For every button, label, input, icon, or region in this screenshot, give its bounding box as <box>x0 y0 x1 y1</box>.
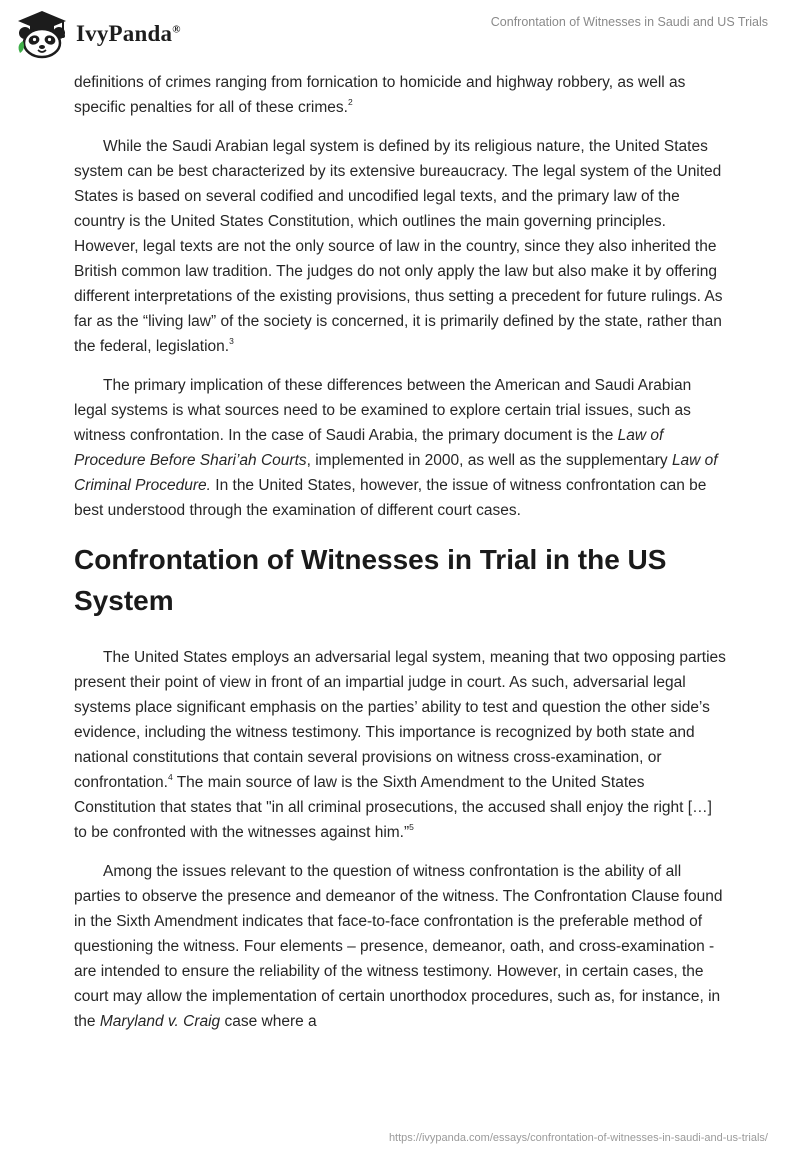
brand-name: IvyPanda® <box>76 21 181 46</box>
law-title: Law of Procedure Before Shari’ah Courts <box>74 427 664 469</box>
paragraph: The United States employs an adversarial legal system, meaning that two opposing parties present their point of view in front of an impartial judge in court. As such, adversarial legal systems place significant emphasis on the parties’ ability to test and question the other side’s evidence, including the witness testimony. This importance is recognized by both state and national constitutions that contain several provisions on witness cross-examination, or confrontation.$^4$ The main source of law is the Sixth Amendment to the United States Constitution that states that "in all criminal prosecutions, the accused shall enjoy the right […] to be confronted with the witnesses against him.”$^5$ <box>74 649 726 841</box>
footnote-ref[interactable]: 3 <box>229 336 234 346</box>
paragraph: definitions of crimes ranging from fornication to homicide and highway robbery, as well as specific penalties for all of these crimes.$^2$ <box>74 74 686 116</box>
section-heading: Confrontation of Witnesses in Trial in the US System <box>74 544 667 616</box>
law-title: Law of Criminal Procedure. <box>74 452 718 494</box>
document-title: Confrontation of Witnesses in Saudi and US Trials <box>490 15 768 29</box>
footnote-ref[interactable]: 4 <box>167 772 173 782</box>
paragraph: The primary implication of these differences between the American and Saudi Arabian legal systems is what sources need to be examined to explore certain trial issues, such as witness confrontation. In the case of Saudi Arabia, the primary document is the Law of Procedure Before Shari’ah Courts, implemented in 2000, as well as the supplementary Law of Criminal Procedure. In the United States, however, the issue of witness confrontation can be best understood through the examination of different court cases. <box>74 377 718 519</box>
footnote-ref[interactable]: 2 <box>347 97 353 107</box>
paragraph: While the Saudi Arabian legal system is defined by its religious nature, the United States system can be best characterized by its extensive bureaucracy. The legal system of the United States is based on several codified and uncodified legal texts, and the primary law of the country is the United States Constitution, which outlines the main governing principles. However, legal texts are not the only source of law in the country, since they also inherited the British common law tradition. The judges do not only apply the law but also make it by offering different interpretations of the existing provisions, thus setting a precedent for future rulings. As far as the “living law” of the society is concerned, it is primarily defined by the state, rather than the federal, legislation.$^3$ <box>74 138 723 355</box>
page-header <box>0 0 800 70</box>
paragraph: Among the issues relevant to the question of witness confrontation is the ability of all parties to observe the presence and demeanor of the witness. The Confrontation Clause found in the Sixth Amendment indicates that face-to-face confrontation is the preferable method of questioning the witness. Four elements – presence, demeanor, oath, and cross-examination - are intended to ensure the reliability of the witness testimony. However, in certain cases, the court may allow the implementation of certain unorthodox procedures, such as, for instance, in the Maryland v. Craig case where a <box>74 863 723 1030</box>
logo[interactable] <box>14 8 181 60</box>
source-url[interactable]: https://ivypanda.com/essays/confrontation-of-witnesses-in-saudi-and-us-trials/ <box>388 1132 768 1144</box>
case-name: Maryland v. Craig <box>99 1013 221 1030</box>
essay-content <box>74 70 726 1048</box>
panda-graduate-icon <box>14 9 70 59</box>
footnote-ref[interactable]: 5 <box>409 822 414 832</box>
